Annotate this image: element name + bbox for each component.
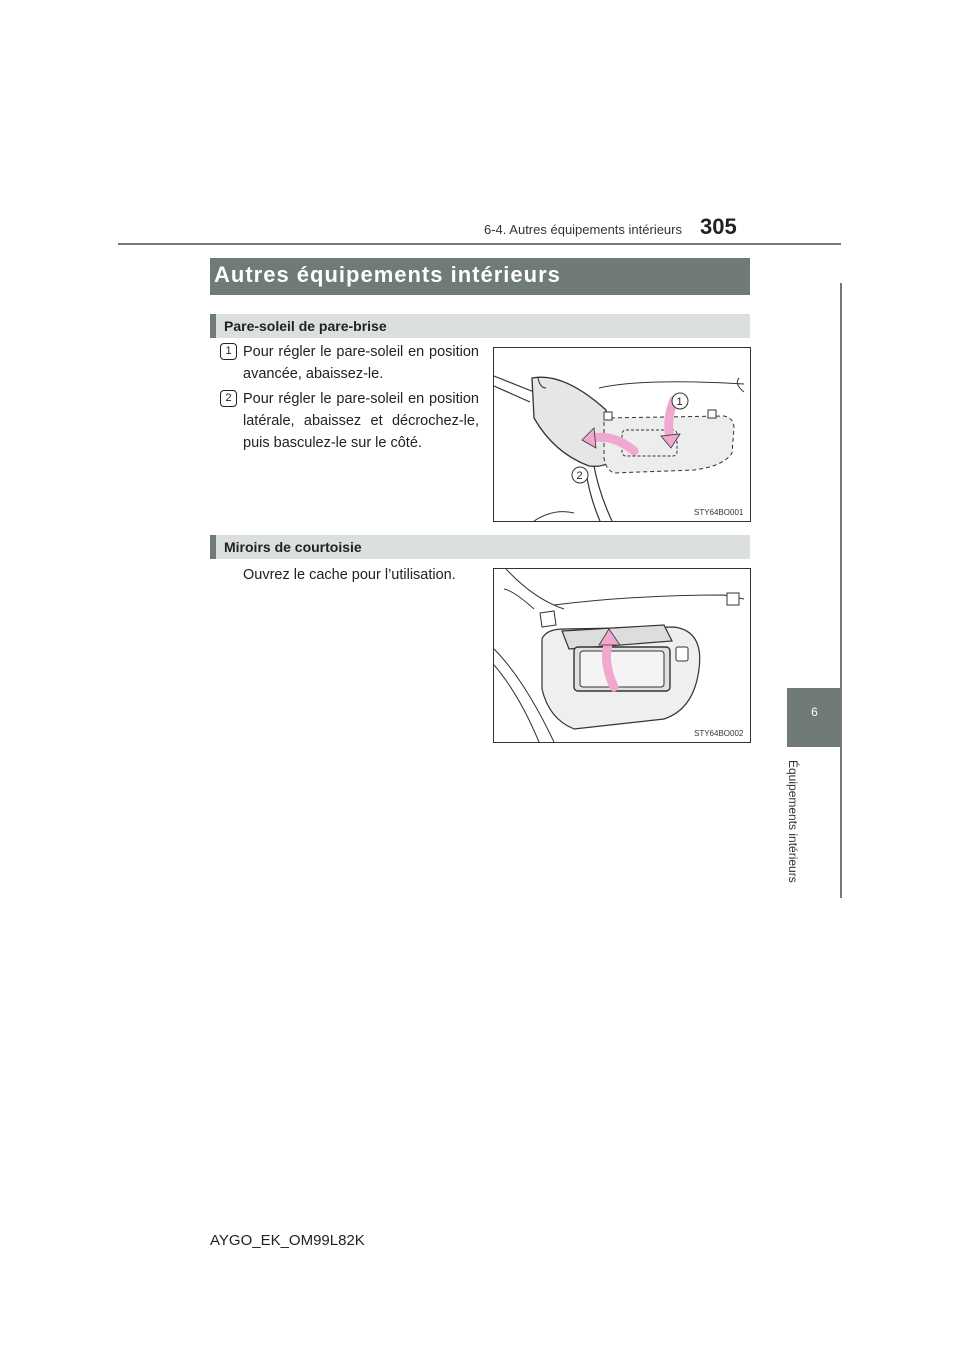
section-title: Pare-soleil de pare-brise: [224, 318, 387, 334]
header-rule: [118, 243, 841, 245]
page-title: Autres équipements intérieurs: [214, 262, 561, 287]
sun-visor-drawing: [494, 348, 750, 521]
section-header-vanity-mirror: [210, 535, 750, 559]
figure-code: STY64BO002: [694, 729, 744, 738]
page-number: 305: [700, 214, 737, 239]
step-text: Pour régler le pare-soleil en position avancée, abaissez-le.: [243, 344, 479, 382]
sun-visor-illustration: [493, 347, 751, 522]
callout-2: 2: [576, 470, 583, 482]
vanity-mirror-drawing: [494, 569, 750, 742]
figure-code: STY64BO001: [694, 508, 744, 517]
step-number-badge: 2: [220, 390, 237, 407]
section-title: Miroirs de courtoisie: [224, 539, 362, 555]
step-text: Pour régler le pare-soleil en position latérale, abaissez et décrochez-le, puis basculez-le sur le côté.: [243, 391, 479, 451]
chapter-number: 6: [811, 705, 818, 719]
chapter-label: [786, 760, 804, 900]
chapter-label-text: Équipements intérieurs: [786, 760, 800, 883]
callout-1: 1: [676, 396, 683, 408]
step-number-badge: 1: [220, 343, 237, 360]
header-section-title: 6-4. Autres équipements intérieurs: [484, 222, 682, 237]
vanity-mirror-illustration: [493, 568, 751, 743]
instruction-text: Ouvrez le cache pour l’utilisation.: [243, 567, 456, 583]
document-code: AYGO_EK_OM99L82K: [210, 1232, 365, 1249]
section-accent: [210, 535, 216, 559]
section-accent: [210, 314, 216, 338]
section-header-sun-visor: [210, 314, 750, 338]
side-rule: [840, 283, 842, 898]
